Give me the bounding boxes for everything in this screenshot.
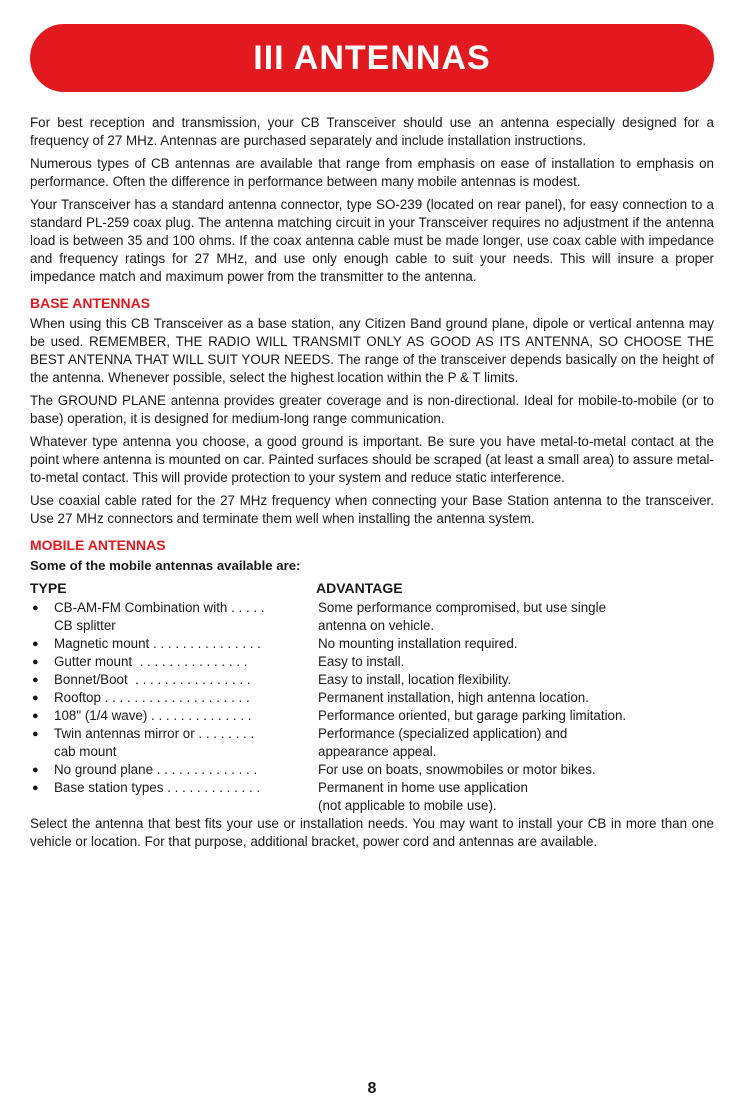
antenna-type: Twin antennas mirror or . . . . . . . . — [54, 726, 255, 741]
antenna-type: 108" (1/4 wave) . . . . . . . . . . . . . . — [54, 708, 252, 723]
base-paragraph: Whatever type antenna you choose, a good ground is important. Be sure you have metal-to-metal contact at the point where antenna is mounted on car. Painted surfaces should be scraped (at least a small area) to assure metal-to-metal contact. This will provide protection to your system and reduce static interference. — [30, 434, 714, 485]
bullet-icon: ● — [32, 656, 39, 668]
table-row — [30, 689, 714, 707]
antenna-advantage: antenna on vehicle. — [318, 618, 435, 633]
antenna-type: cab mount — [54, 744, 117, 759]
intro-paragraph: Your Transceiver has a standard antenna connector, type SO-239 (located on rear panel), for easy connection to a standard PL-259 coax plug. The antenna matching circuit in your Transceiver requires no adjustment if the antenna load is between 35 and 100 ohms. If the coax antenna cable must be made longer, use coax cable with impedance and frequency ratings for 27 MHz, and use only enough cable to suit your needs. This will insure a proper impedance match and maximum power from the transmitter to the antenna. — [30, 197, 714, 284]
bullet-icon: ● — [32, 782, 39, 794]
bullet-icon — [30, 797, 54, 815]
antenna-table — [30, 599, 714, 815]
intro-paragraph: Numerous types of CB antennas are available that range from emphasis on ease of installation to emphasis on performance. Often the difference in performance between many mobile antennas is modest. — [30, 156, 714, 189]
bullet-icon — [30, 617, 54, 635]
mobile-subheading: Some of the mobile antennas available are: — [30, 558, 301, 573]
antenna-type: Bonnet/Boot . . . . . . . . . . . . . . . . — [54, 672, 251, 687]
type-column-header: TYPE — [30, 580, 67, 596]
base-paragraph: Use coaxial cable rated for the 27 MHz frequency when connecting your Base Station antenna to the transceiver. Use 27 MHz connectors and terminate them well when installing the antenna system. — [30, 493, 714, 526]
bullet-icon: ● — [32, 692, 39, 704]
bullet-icon: ● — [32, 710, 39, 722]
bullet-icon — [30, 743, 54, 761]
antenna-table-header — [30, 579, 714, 597]
base-paragraph: When using this CB Transceiver as a base station, any Citizen Band ground plane, dipole or vertical antenna may be used. REMEMBER, THE RADIO WILL TRANSMIT ONLY AS GOOD AS ITS ANTENNA, SO CHOOSE THE BEST ANTENNA THAT WILL SUIT YOUR NEEDS. The range of the transceiver depends basically on the height of the antenna. Whenever possible, select the highest location within the P & T limits. — [30, 316, 714, 385]
table-row — [30, 725, 714, 743]
bullet-icon: ● — [32, 602, 39, 614]
antenna-advantage: Easy to install. — [318, 654, 405, 669]
antenna-type: Gutter mount . . . . . . . . . . . . . . . — [54, 654, 248, 669]
antenna-advantage: appearance appeal. — [318, 744, 437, 759]
antenna-advantage: Some performance compromised, but use single — [318, 600, 607, 615]
antenna-advantage: Performance (specialized application) and — [318, 726, 568, 741]
title-banner — [30, 24, 714, 92]
antenna-type: Base station types . . . . . . . . . . . . . — [54, 780, 261, 795]
bullet-icon: ● — [32, 638, 39, 650]
bullet-icon: ● — [32, 764, 39, 776]
intro-paragraph: For best reception and transmission, your CB Transceiver should use an antenna especially designed for a frequency of 27 MHz. Antennas are purchased separately and include installation instructions. — [30, 115, 714, 148]
antenna-type: CB-AM-FM Combination with . . . . . — [54, 600, 265, 615]
antenna-advantage: Easy to install, location flexibility. — [318, 672, 512, 687]
antenna-advantage: No mounting installation required. — [318, 636, 518, 651]
table-row — [30, 797, 714, 815]
page-title: III ANTENNAS — [253, 38, 491, 77]
base-antennas-heading: BASE ANTENNAS — [30, 295, 151, 311]
table-row — [30, 761, 714, 779]
table-row — [30, 779, 714, 797]
page-content — [30, 114, 714, 856]
table-row — [30, 617, 714, 635]
antenna-type — [54, 797, 318, 815]
table-row — [30, 707, 714, 725]
antenna-type: CB splitter — [54, 618, 116, 633]
antenna-type: Magnetic mount . . . . . . . . . . . . . . . — [54, 636, 261, 651]
antenna-advantage: For use on boats, snowmobiles or motor bikes. — [318, 762, 596, 777]
antenna-advantage: Permanent installation, high antenna location. — [318, 690, 589, 705]
antenna-advantage: Performance oriented, but garage parking limitation. — [318, 708, 627, 723]
antenna-type: Rooftop . . . . . . . . . . . . . . . . . . . . — [54, 690, 250, 705]
table-row — [30, 599, 714, 617]
table-row — [30, 671, 714, 689]
antenna-type: No ground plane . . . . . . . . . . . . . . — [54, 762, 258, 777]
advantage-column-header: ADVANTAGE — [316, 580, 403, 596]
base-paragraph: The GROUND PLANE antenna provides greater coverage and is non-directional. Ideal for mobile-to-mobile (or to base) operation, it is designed for medium-long range communication. — [30, 393, 714, 426]
bullet-icon: ● — [32, 674, 39, 686]
table-row — [30, 743, 714, 761]
mobile-antennas-heading: MOBILE ANTENNAS — [30, 537, 166, 553]
closing-paragraph: Select the antenna that best fits your use or installation needs. You may want to install your CB in more than one vehicle or location. For that purpose, additional bracket, power cord and antennas are available. — [30, 816, 714, 849]
table-row — [30, 635, 714, 653]
antenna-advantage: (not applicable to mobile use). — [318, 798, 497, 813]
bullet-icon: ● — [32, 728, 39, 740]
table-row — [30, 653, 714, 671]
antenna-advantage: Permanent in home use application — [318, 780, 528, 795]
page-number: 8 — [367, 1080, 377, 1097]
